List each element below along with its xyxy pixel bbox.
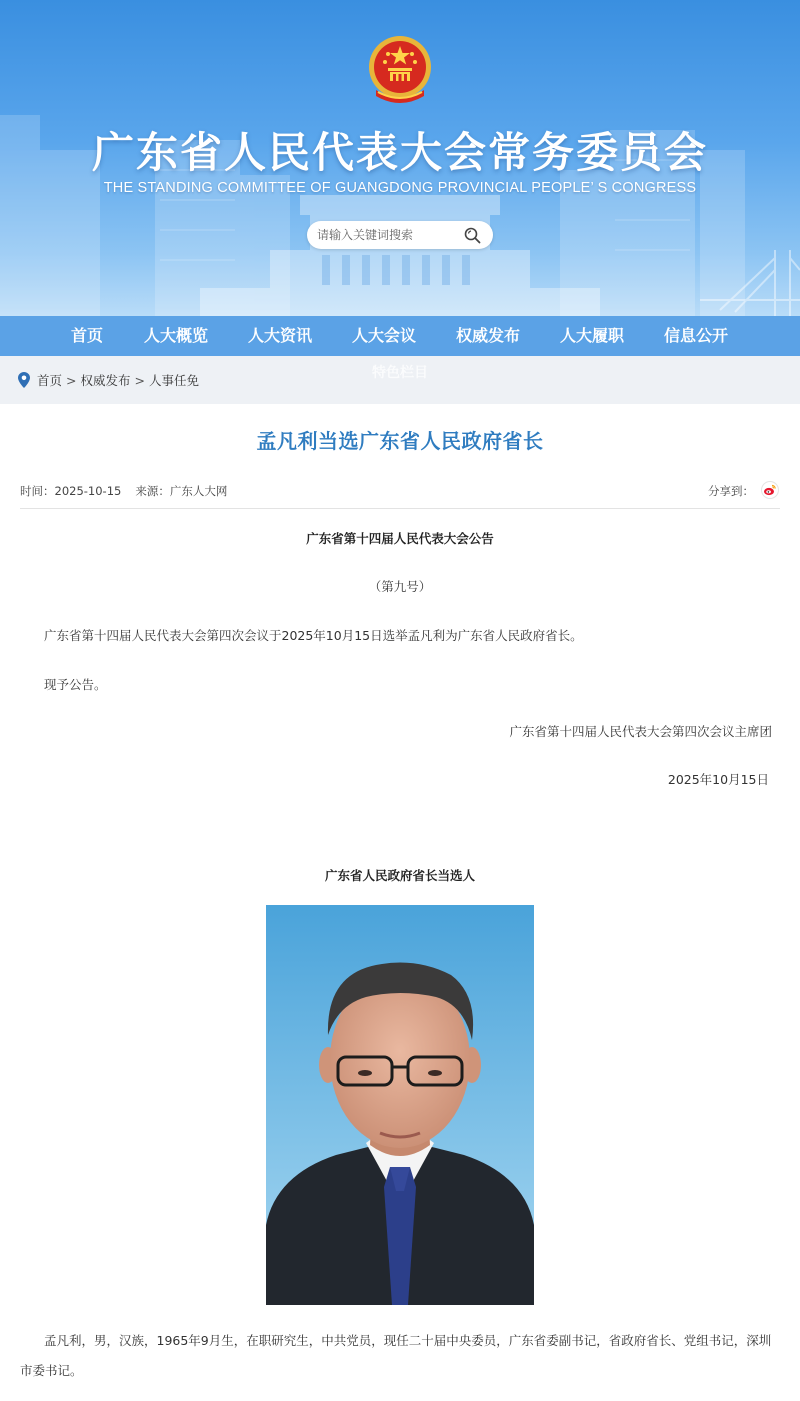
breadcrumb-home[interactable]: 首页 <box>37 373 63 388</box>
nav-item-duties[interactable]: 人大履职 <box>559 326 625 345</box>
nav-item-home[interactable]: 首页 <box>70 326 104 345</box>
nav-item-disclosure[interactable]: 信息公开 <box>663 326 729 345</box>
nav-item-releases[interactable]: 权威发布 <box>455 326 521 345</box>
search-input[interactable] <box>317 225 457 245</box>
article-source: 来源：广东人大网 <box>135 484 228 498</box>
bio-paragraph: 孟凡利，男，汉族，1965年9月生，在职研究生，中共党员，现任二十届中央委员，广东省委副书记，省政府省长、党组书记，深圳市委书记。 <box>20 1333 772 1378</box>
notice-number: （第九号） <box>368 579 432 594</box>
notice-signature: 广东省第十四届人民代表大会第四次会议主席团 <box>509 724 772 739</box>
header-banner <box>0 0 800 316</box>
notice-body: 广东省第十四届人民代表大会第四次会议于2025年10月15日选举孟凡利为广东省人民政府省长。 <box>44 628 583 643</box>
location-pin-icon <box>18 372 30 388</box>
breadcrumb-separator: > <box>66 373 77 388</box>
nav-item-meetings[interactable]: 人大会议 <box>351 326 417 345</box>
notice-title: 广东省第十四届人民代表大会公告 <box>306 531 494 546</box>
breadcrumb <box>37 371 199 389</box>
site-title: 广东省人民代表大会常务委员会 <box>91 128 708 177</box>
notice-date: 2025年10月15日 <box>667 772 769 787</box>
main-nav <box>0 316 800 356</box>
breadcrumb-releases[interactable]: 权威发布 <box>80 373 131 388</box>
profile-heading: 广东省人民政府省长当选人 <box>324 868 475 883</box>
article-time: 时间：2025-10-15 <box>20 484 122 498</box>
nav-overflow-item[interactable]: 特色栏目 <box>372 365 428 381</box>
meta-divider <box>20 508 780 509</box>
breadcrumb-separator: > <box>134 373 145 388</box>
national-emblem-icon <box>366 34 434 106</box>
weibo-share-icon[interactable] <box>761 481 779 499</box>
article-meta <box>20 483 227 499</box>
portrait-photo <box>266 905 534 1305</box>
breadcrumb-appointments[interactable]: 人事任免 <box>149 373 200 388</box>
notice-closing: 现予公告。 <box>44 677 107 692</box>
nav-item-overview[interactable]: 人大概览 <box>143 326 209 345</box>
site-subtitle: THE STANDING COMMITTEE OF GUANGDONG PROVINCIAL PEOPLE’ S CONGRESS <box>103 180 697 196</box>
article-title: 孟凡利当选广东省人民政府省长 <box>256 429 544 453</box>
share-label: 分享到： <box>708 484 754 498</box>
search-icon[interactable] <box>464 227 481 244</box>
nav-item-news[interactable]: 人大资讯 <box>247 326 313 345</box>
